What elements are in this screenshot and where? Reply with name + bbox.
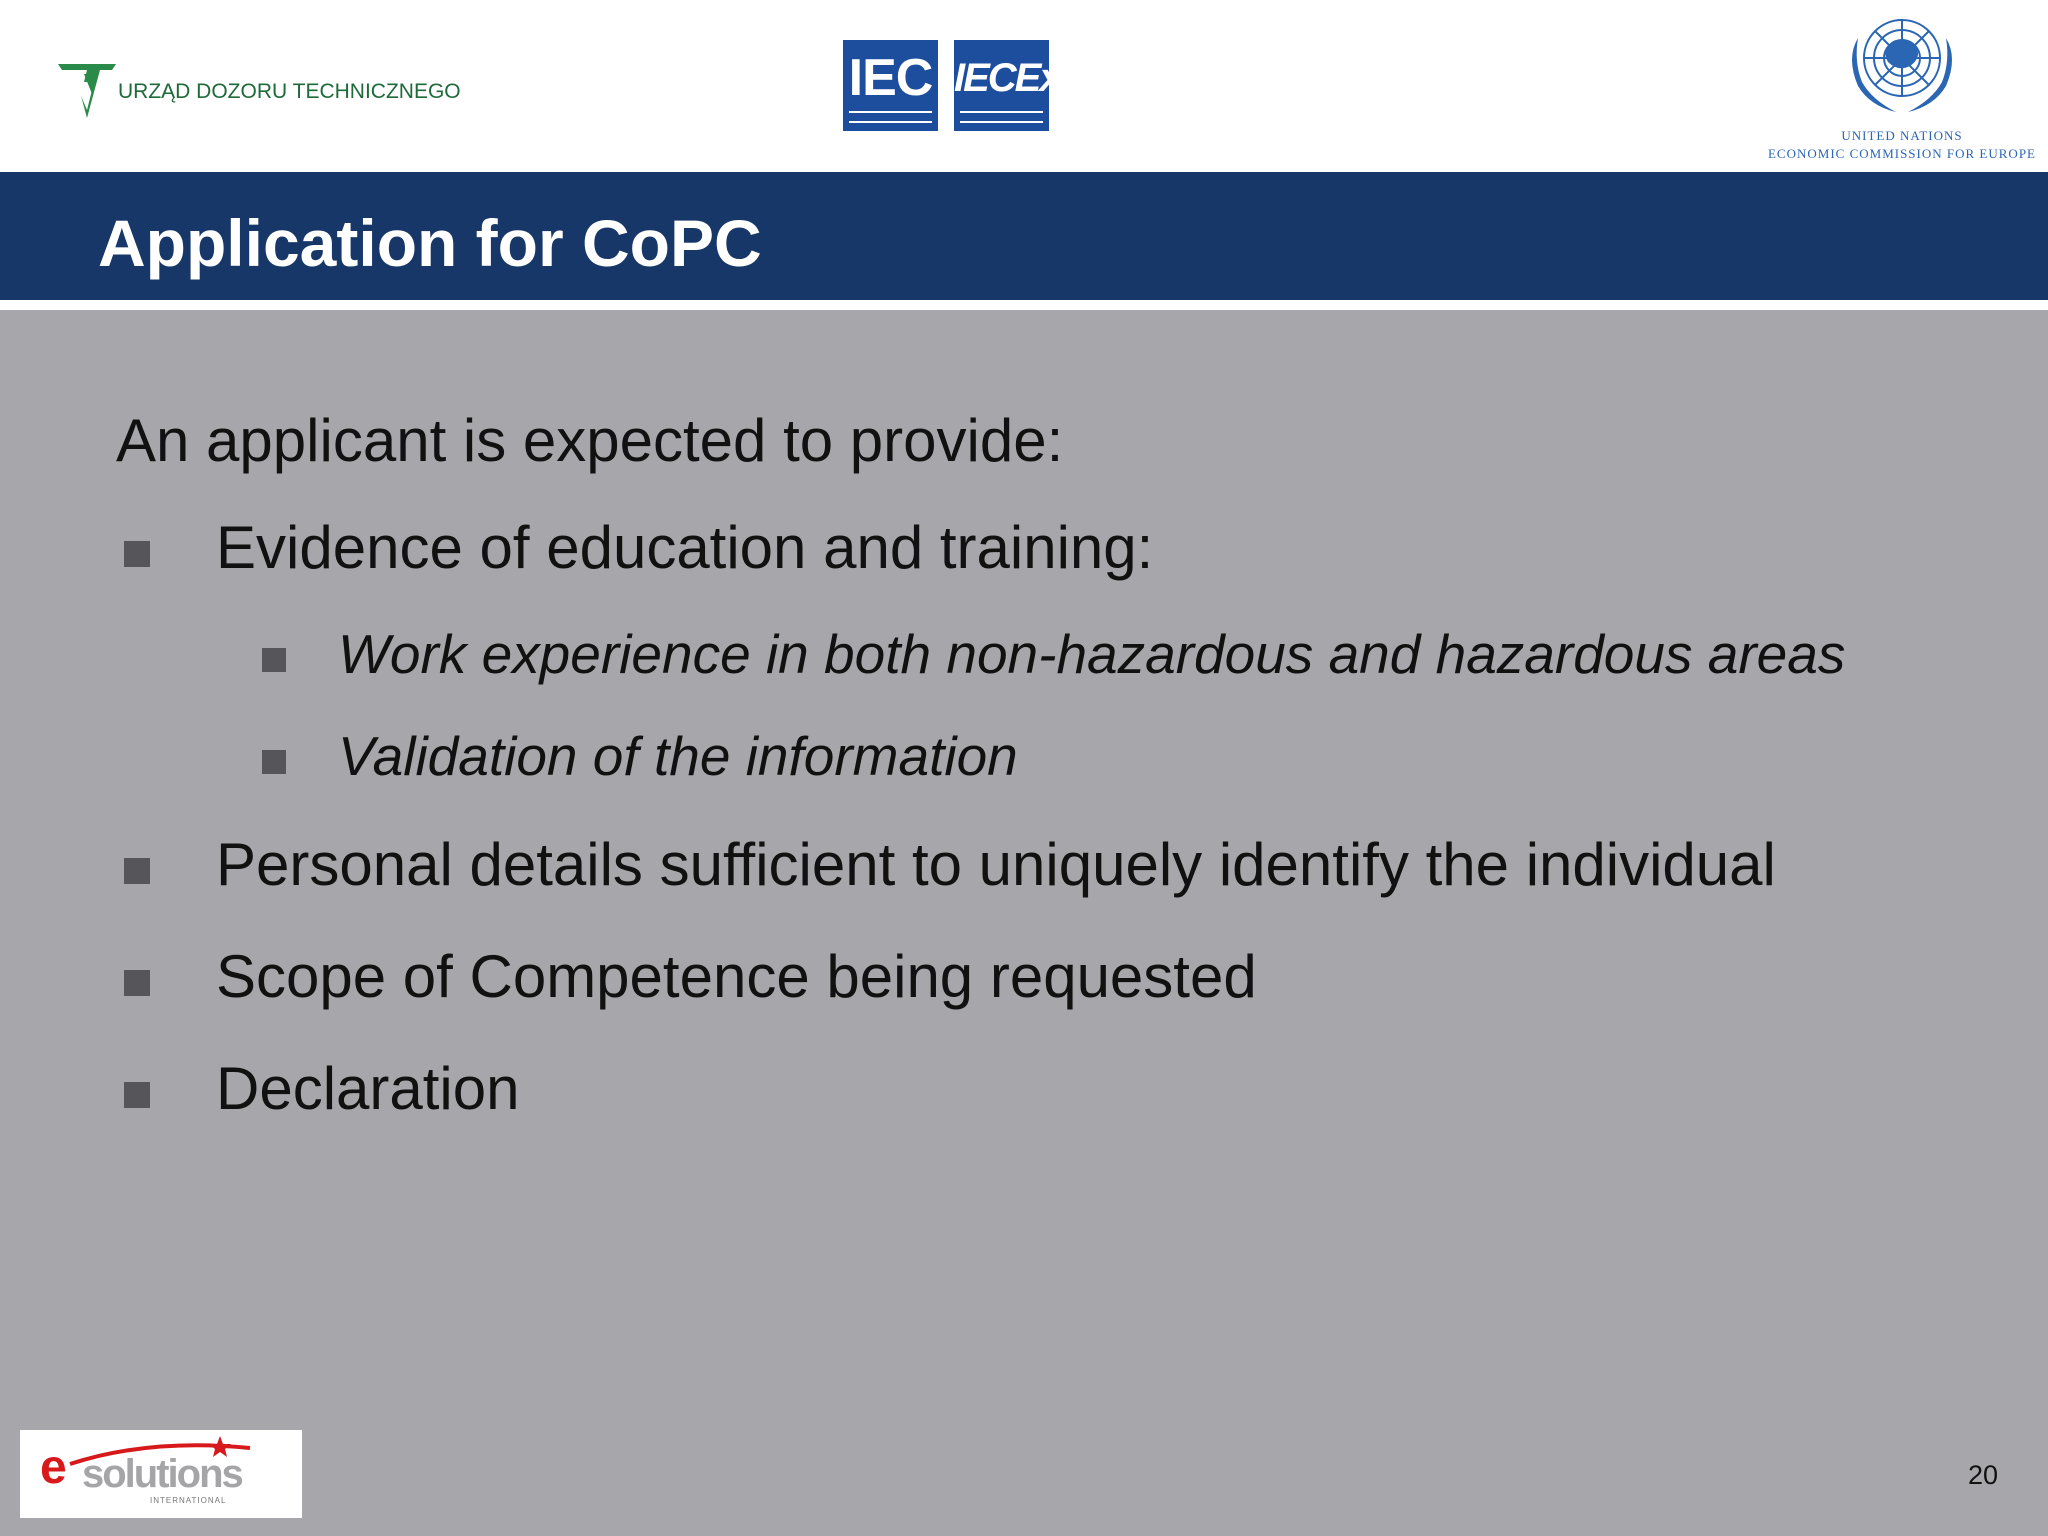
udt-mark-icon [54, 58, 120, 124]
logo-word-text: solutions [82, 1452, 242, 1496]
sub-bullet-text: Validation of the information [338, 725, 1018, 787]
logo-e-text: e [40, 1441, 67, 1494]
square-bullet-icon [124, 1082, 150, 1108]
square-bullet-icon [124, 541, 150, 567]
square-bullet-icon [262, 750, 286, 774]
sub-bullet-text: Work experience in both non-hazardous and hazardous areas [338, 623, 1846, 685]
iecex-logo [954, 40, 1060, 131]
logo-sub-text: INTERNATIONAL [150, 1496, 227, 1505]
udt-logo [54, 58, 461, 124]
title-separator [0, 300, 2048, 310]
slide-title: Application for CoPC [98, 206, 762, 280]
iecex-logo-bars [960, 111, 1043, 123]
bullet-text: Personal details sufficient to uniquely identify the individual [216, 831, 1776, 898]
un-logo-line-1: UNITED NATIONS [1841, 128, 1963, 143]
square-bullet-icon [262, 648, 286, 672]
iecex-logo-text: IECEx [954, 56, 1060, 100]
intro-text: An applicant is expected to provide: [116, 407, 1064, 474]
page-number: 20 [1968, 1460, 1999, 1490]
iec-logo-text: IEC [848, 49, 933, 107]
bullet-text: Declaration [216, 1055, 520, 1122]
un-logo-line-2: ECONOMIC COMMISSION FOR EUROPE [1767, 146, 2036, 161]
udt-logo-text: URZĄD DOZORU TECHNICZNEGO [118, 80, 461, 103]
top-header [0, 0, 2048, 172]
iec-logo [843, 40, 938, 131]
un-logo [1760, 8, 2040, 161]
un-emblem-icon [1836, 8, 1968, 120]
bullet-text: Scope of Competence being requested [216, 943, 1257, 1010]
square-bullet-icon [124, 858, 150, 884]
exsolutions-logo [20, 1430, 302, 1518]
square-bullet-icon [124, 970, 150, 996]
iec-logo-bars [849, 111, 932, 123]
bullet-text: Evidence of education and training: [216, 514, 1154, 581]
